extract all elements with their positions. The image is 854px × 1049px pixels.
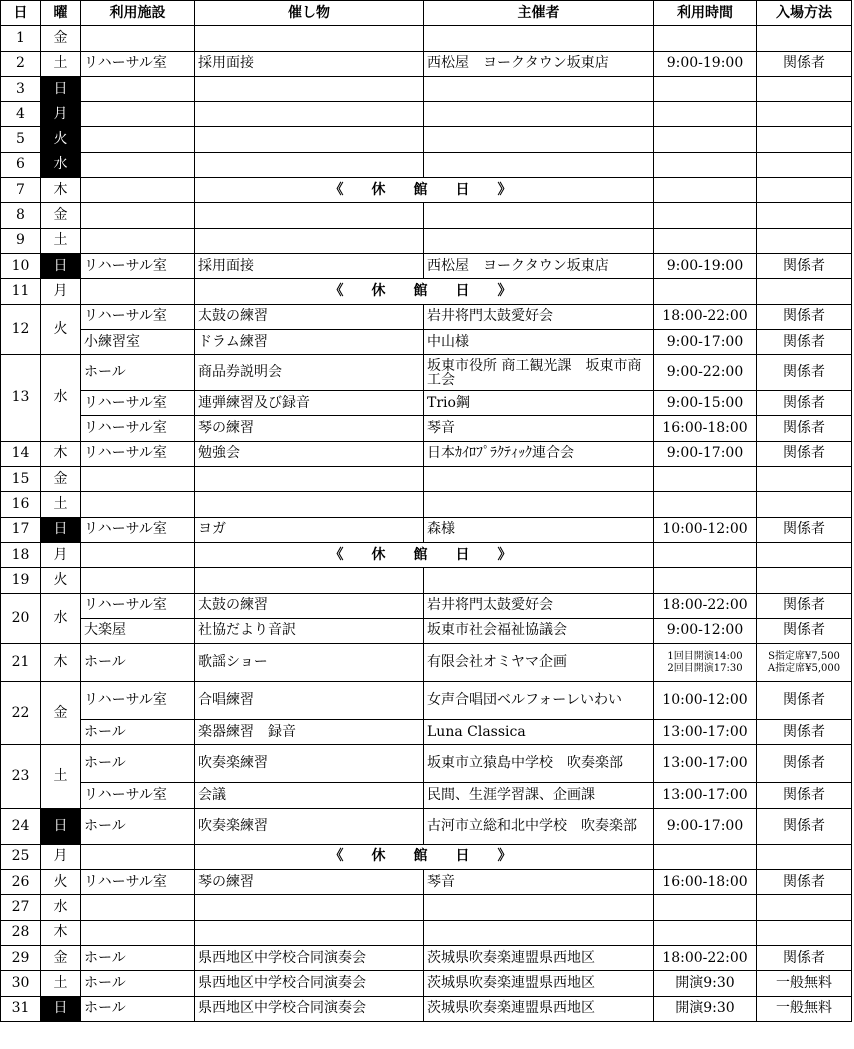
table-row: [1, 355, 852, 391]
table-row: [1, 808, 852, 844]
time-cell: [654, 568, 757, 593]
table-row: [1, 76, 852, 101]
time-cell: [654, 920, 757, 945]
header-weekday: 曜: [41, 1, 81, 26]
table-row: [1, 542, 852, 567]
time-cell: 18:00-22:00: [654, 945, 757, 970]
time-cell: [654, 279, 757, 304]
table-row: [1, 467, 852, 492]
entry-cell: 関係者: [757, 355, 852, 391]
entry-cell: [757, 844, 852, 869]
time-line-1: 1回目開演14:00: [667, 650, 743, 662]
day-number: 27: [1, 895, 41, 920]
facility-cell: 大楽屋: [81, 618, 195, 643]
table-row: [1, 279, 852, 304]
entry-cell: 関係者: [757, 808, 852, 844]
header-time: 利用時間: [654, 1, 757, 26]
organizer-cell: 岩井将門太鼓愛好会: [424, 304, 654, 329]
facility-cell: [81, 568, 195, 593]
organizer-cell: 民間、生涯学習課、企画課: [424, 783, 654, 808]
organizer-cell: [424, 467, 654, 492]
organizer-cell: 茨城県吹奏楽連盟県西地区: [424, 971, 654, 996]
event-cell: [195, 228, 424, 253]
time-cell: 16:00-18:00: [654, 416, 757, 441]
entry-cell: [757, 127, 852, 152]
organizer-cell: [424, 102, 654, 127]
day-number: 17: [1, 517, 41, 542]
organizer-cell: 坂東市社会福祉協議会: [424, 618, 654, 643]
facility-cell: ホール: [81, 720, 195, 745]
day-number: 12: [1, 304, 41, 355]
entry-cell: [757, 228, 852, 253]
entry-cell: [757, 26, 852, 51]
time-cell: [654, 26, 757, 51]
weekday: 金: [41, 26, 81, 51]
organizer-cell: [424, 127, 654, 152]
entry-cell: [757, 102, 852, 127]
organizer-cell: [424, 203, 654, 228]
table-row: [1, 203, 852, 228]
weekday: 木: [41, 441, 81, 466]
day-number: 28: [1, 920, 41, 945]
day-number: 6: [1, 152, 41, 177]
day-number: 21: [1, 644, 41, 682]
time-cell: 9:00-19:00: [654, 253, 757, 278]
organizer-cell: [424, 152, 654, 177]
organizer-cell: 森様: [424, 517, 654, 542]
time-cell: 18:00-22:00: [654, 593, 757, 618]
table-row: [1, 102, 852, 127]
event-cell: [195, 492, 424, 517]
weekday: 月: [41, 279, 81, 304]
facility-cell: [81, 492, 195, 517]
table-row: [1, 127, 852, 152]
table-row: [1, 593, 852, 618]
entry-cell: 関係者: [757, 304, 852, 329]
entry-cell: [757, 644, 852, 682]
table-row: [1, 568, 852, 593]
entry-cell: 関係者: [757, 745, 852, 783]
closed-label: 《 休 館 日 》: [195, 542, 654, 567]
facility-cell: リハーサル室: [81, 416, 195, 441]
entry-cell: 関係者: [757, 441, 852, 466]
time-cell: 9:00-15:00: [654, 391, 757, 416]
entry-cell: 関係者: [757, 253, 852, 278]
event-cell: [195, 568, 424, 593]
facility-cell: リハーサル室: [81, 783, 195, 808]
time-cell: 9:00-12:00: [654, 618, 757, 643]
table-row: [1, 783, 852, 808]
organizer-cell: 坂東市役所 商工観光課 坂東市商工会: [424, 355, 654, 391]
event-cell: [195, 920, 424, 945]
facility-cell: ホール: [81, 971, 195, 996]
facility-cell: [81, 542, 195, 567]
organizer-cell: [424, 228, 654, 253]
weekday: 土: [41, 51, 81, 76]
table-row: [1, 391, 852, 416]
weekday: 土: [41, 971, 81, 996]
entry-cell: 関係者: [757, 51, 852, 76]
time-cell: [654, 542, 757, 567]
organizer-cell: 西松屋 ヨークタウン坂東店: [424, 51, 654, 76]
entry-cell: 関係者: [757, 720, 852, 745]
event-cell: 会議: [195, 783, 424, 808]
weekday: 金: [41, 467, 81, 492]
event-cell: 県西地区中学校合同演奏会: [195, 996, 424, 1021]
time-cell: [654, 844, 757, 869]
weekday: 木: [41, 178, 81, 203]
weekday: 水: [41, 593, 81, 644]
facility-cell: [81, 228, 195, 253]
table-row: [1, 644, 852, 682]
event-cell: 歌謡ショー: [195, 644, 424, 682]
event-cell: 採用面接: [195, 253, 424, 278]
time-cell: 開演9:30: [654, 971, 757, 996]
event-cell: [195, 152, 424, 177]
facility-cell: リハーサル室: [81, 51, 195, 76]
entry-cell: [757, 178, 852, 203]
event-cell: 採用面接: [195, 51, 424, 76]
time-cell: [654, 644, 757, 682]
day-number: 11: [1, 279, 41, 304]
organizer-cell: [424, 76, 654, 101]
time-cell: [654, 76, 757, 101]
time-cell: 16:00-18:00: [654, 870, 757, 895]
organizer-cell: 日本ｶｲﾛﾌﾟﾗｸﾃｨｯｸ連合会: [424, 441, 654, 466]
day-number: 14: [1, 441, 41, 466]
table-row: [1, 228, 852, 253]
organizer-cell: 茨城県吹奏楽連盟県西地区: [424, 945, 654, 970]
organizer-cell: [424, 895, 654, 920]
entry-cell: 一般無料: [757, 996, 852, 1021]
event-cell: 楽器練習 録音: [195, 720, 424, 745]
entry-cell: [757, 542, 852, 567]
entry-cell: [757, 152, 852, 177]
day-number: 10: [1, 253, 41, 278]
weekday: 土: [41, 492, 81, 517]
table-row: [1, 920, 852, 945]
day-number: 7: [1, 178, 41, 203]
facility-cell: [81, 279, 195, 304]
organizer-cell: [424, 492, 654, 517]
organizer-cell: [424, 568, 654, 593]
facility-cell: [81, 152, 195, 177]
facility-cell: リハーサル室: [81, 253, 195, 278]
day-number: 8: [1, 203, 41, 228]
facility-cell: リハーサル室: [81, 593, 195, 618]
table-row: [1, 844, 852, 869]
time-cell: [654, 228, 757, 253]
weekday: 月: [41, 844, 81, 869]
facility-cell: [81, 102, 195, 127]
event-cell: [195, 26, 424, 51]
day-number: 4: [1, 102, 41, 127]
time-cell: [654, 492, 757, 517]
entry-cell: 関係者: [757, 329, 852, 354]
entry-cell: [757, 895, 852, 920]
day-number: 20: [1, 593, 41, 644]
time-cell: 9:00-19:00: [654, 51, 757, 76]
day-number: 19: [1, 568, 41, 593]
table-row: [1, 152, 852, 177]
entry-cell: 一般無料: [757, 971, 852, 996]
organizer-cell: 女声合唱団ベルフォーレいわい: [424, 682, 654, 720]
event-cell: [195, 467, 424, 492]
facility-cell: ホール: [81, 644, 195, 682]
time-cell: 9:00-22:00: [654, 355, 757, 391]
facility-cell: [81, 844, 195, 869]
facility-cell: リハーサル室: [81, 304, 195, 329]
organizer-cell: [424, 26, 654, 51]
time-cell: [654, 895, 757, 920]
closed-label: 《 休 館 日 》: [195, 279, 654, 304]
event-cell: 社協だより音訳: [195, 618, 424, 643]
entry-cell: [757, 568, 852, 593]
entry-cell: 関係者: [757, 416, 852, 441]
entry-cell: 関係者: [757, 783, 852, 808]
organizer-cell: 古河市立総和北中学校 吹奏楽部: [424, 808, 654, 844]
entry-cell: 関係者: [757, 682, 852, 720]
day-number: 15: [1, 467, 41, 492]
header-organizer: 主催者: [424, 1, 654, 26]
day-number: 5: [1, 127, 41, 152]
table-row: [1, 178, 852, 203]
day-number: 31: [1, 996, 41, 1021]
table-row: [1, 517, 852, 542]
table-row: [1, 304, 852, 329]
weekday: 土: [41, 745, 81, 808]
weekday: 金: [41, 203, 81, 228]
time-cell: 13:00-17:00: [654, 720, 757, 745]
closed-label: 《 休 館 日 》: [195, 844, 654, 869]
closed-label: 《 休 館 日 》: [195, 178, 654, 203]
weekday: 日: [41, 253, 81, 278]
weekday: 金: [41, 945, 81, 970]
weekday: 日: [41, 76, 81, 101]
table-row: [1, 51, 852, 76]
entry-line-1: S指定席¥7,500: [768, 650, 840, 662]
table-row: [1, 253, 852, 278]
event-cell: [195, 127, 424, 152]
time-cell: [654, 467, 757, 492]
day-number: 24: [1, 808, 41, 844]
event-cell: [195, 895, 424, 920]
weekday: 金: [41, 682, 81, 745]
day-number: 18: [1, 542, 41, 567]
time-cell: 10:00-12:00: [654, 682, 757, 720]
weekday: 水: [41, 355, 81, 442]
facility-cell: リハーサル室: [81, 682, 195, 720]
day-number: 25: [1, 844, 41, 869]
organizer-cell: Trio鋼: [424, 391, 654, 416]
weekday: 火: [41, 304, 81, 355]
facility-cell: リハーサル室: [81, 517, 195, 542]
weekday: 火: [41, 568, 81, 593]
weekday: 月: [41, 102, 81, 127]
time-cell: 9:00-17:00: [654, 808, 757, 844]
entry-cell: [757, 467, 852, 492]
table-row: [1, 971, 852, 996]
weekday: 日: [41, 808, 81, 844]
weekday: 木: [41, 920, 81, 945]
organizer-cell: 有限会社オミヤマ企画: [424, 644, 654, 682]
table-row: [1, 26, 852, 51]
time-cell: 9:00-17:00: [654, 329, 757, 354]
table-row: [1, 492, 852, 517]
header-facility: 利用施設: [81, 1, 195, 26]
event-cell: ヨガ: [195, 517, 424, 542]
organizer-cell: 坂東市立猿島中学校 吹奏楽部: [424, 745, 654, 783]
time-cell: 13:00-17:00: [654, 745, 757, 783]
facility-cell: ホール: [81, 996, 195, 1021]
event-cell: 琴の練習: [195, 870, 424, 895]
time-cell: [654, 152, 757, 177]
table-row: [1, 996, 852, 1021]
event-cell: [195, 76, 424, 101]
header-entry: 入場方法: [757, 1, 852, 26]
day-number: 13: [1, 355, 41, 442]
event-cell: [195, 203, 424, 228]
table-row: [1, 329, 852, 354]
header-event: 催し物: [195, 1, 424, 26]
organizer-cell: 岩井将門太鼓愛好会: [424, 593, 654, 618]
day-number: 2: [1, 51, 41, 76]
facility-cell: [81, 203, 195, 228]
entry-cell: 関係者: [757, 945, 852, 970]
table-row: [1, 416, 852, 441]
facility-cell: [81, 127, 195, 152]
facility-cell: リハーサル室: [81, 870, 195, 895]
facility-cell: 小練習室: [81, 329, 195, 354]
entry-cell: 関係者: [757, 618, 852, 643]
entry-cell: [757, 76, 852, 101]
facility-cell: ホール: [81, 355, 195, 391]
time-cell: [654, 178, 757, 203]
time-cell: [654, 102, 757, 127]
day-number: 26: [1, 870, 41, 895]
entry-line-2: A指定席¥5,000: [767, 662, 841, 674]
facility-cell: ホール: [81, 945, 195, 970]
entry-cell: 関係者: [757, 391, 852, 416]
weekday: 火: [41, 127, 81, 152]
event-cell: 連弾練習及び録音: [195, 391, 424, 416]
event-cell: 県西地区中学校合同演奏会: [195, 945, 424, 970]
day-number: 9: [1, 228, 41, 253]
header-day: 日: [1, 1, 41, 26]
organizer-cell: Luna Classica: [424, 720, 654, 745]
entry-cell: [757, 492, 852, 517]
day-number: 22: [1, 682, 41, 745]
facility-cell: [81, 895, 195, 920]
day-number: 3: [1, 76, 41, 101]
time-cell: 開演9:30: [654, 996, 757, 1021]
table-row: [1, 895, 852, 920]
facility-cell: [81, 178, 195, 203]
table-row: [1, 618, 852, 643]
event-cell: 吹奏楽練習: [195, 745, 424, 783]
organizer-cell: [424, 920, 654, 945]
day-number: 29: [1, 945, 41, 970]
event-cell: ドラム練習: [195, 329, 424, 354]
weekday: 水: [41, 895, 81, 920]
weekday: 火: [41, 870, 81, 895]
organizer-cell: 茨城県吹奏楽連盟県西地区: [424, 996, 654, 1021]
event-cell: 勉強会: [195, 441, 424, 466]
facility-cell: [81, 76, 195, 101]
table-row: [1, 945, 852, 970]
organizer-cell: 西松屋 ヨークタウン坂東店: [424, 253, 654, 278]
weekday: 月: [41, 542, 81, 567]
facility-cell: [81, 467, 195, 492]
day-number: 23: [1, 745, 41, 808]
table-row: [1, 745, 852, 783]
time-cell: 13:00-17:00: [654, 783, 757, 808]
entry-cell: 関係者: [757, 517, 852, 542]
facility-cell: ホール: [81, 808, 195, 844]
time-cell: 9:00-17:00: [654, 441, 757, 466]
time-cell: 10:00-12:00: [654, 517, 757, 542]
entry-cell: [757, 203, 852, 228]
day-number: 16: [1, 492, 41, 517]
table-row: [1, 682, 852, 720]
event-cell: 県西地区中学校合同演奏会: [195, 971, 424, 996]
time-cell: [654, 127, 757, 152]
organizer-cell: 琴音: [424, 416, 654, 441]
event-cell: 合唱練習: [195, 682, 424, 720]
facility-cell: [81, 920, 195, 945]
table-row: [1, 720, 852, 745]
organizer-cell: 中山様: [424, 329, 654, 354]
header-row: [1, 1, 852, 26]
event-cell: 商品券説明会: [195, 355, 424, 391]
weekday: 土: [41, 228, 81, 253]
table-row: [1, 870, 852, 895]
entry-cell: [757, 279, 852, 304]
time-cell: [654, 203, 757, 228]
day-number: 30: [1, 971, 41, 996]
organizer-cell: 琴音: [424, 870, 654, 895]
weekday: 水: [41, 152, 81, 177]
event-cell: 太鼓の練習: [195, 304, 424, 329]
facility-cell: リハーサル室: [81, 441, 195, 466]
weekday: 日: [41, 996, 81, 1021]
entry-cell: 関係者: [757, 593, 852, 618]
time-cell: 18:00-22:00: [654, 304, 757, 329]
weekday: 日: [41, 517, 81, 542]
event-cell: 太鼓の練習: [195, 593, 424, 618]
entry-cell: 関係者: [757, 870, 852, 895]
day-number: 1: [1, 26, 41, 51]
facility-cell: リハーサル室: [81, 391, 195, 416]
time-line-2: 2回目開演17:30: [667, 662, 743, 674]
schedule-body: [1, 26, 852, 1022]
facility-cell: ホール: [81, 745, 195, 783]
table-row: [1, 441, 852, 466]
event-cell: 吹奏楽練習: [195, 808, 424, 844]
facility-cell: [81, 26, 195, 51]
event-cell: 琴の練習: [195, 416, 424, 441]
entry-cell: [757, 920, 852, 945]
event-cell: [195, 102, 424, 127]
weekday: 木: [41, 644, 81, 682]
